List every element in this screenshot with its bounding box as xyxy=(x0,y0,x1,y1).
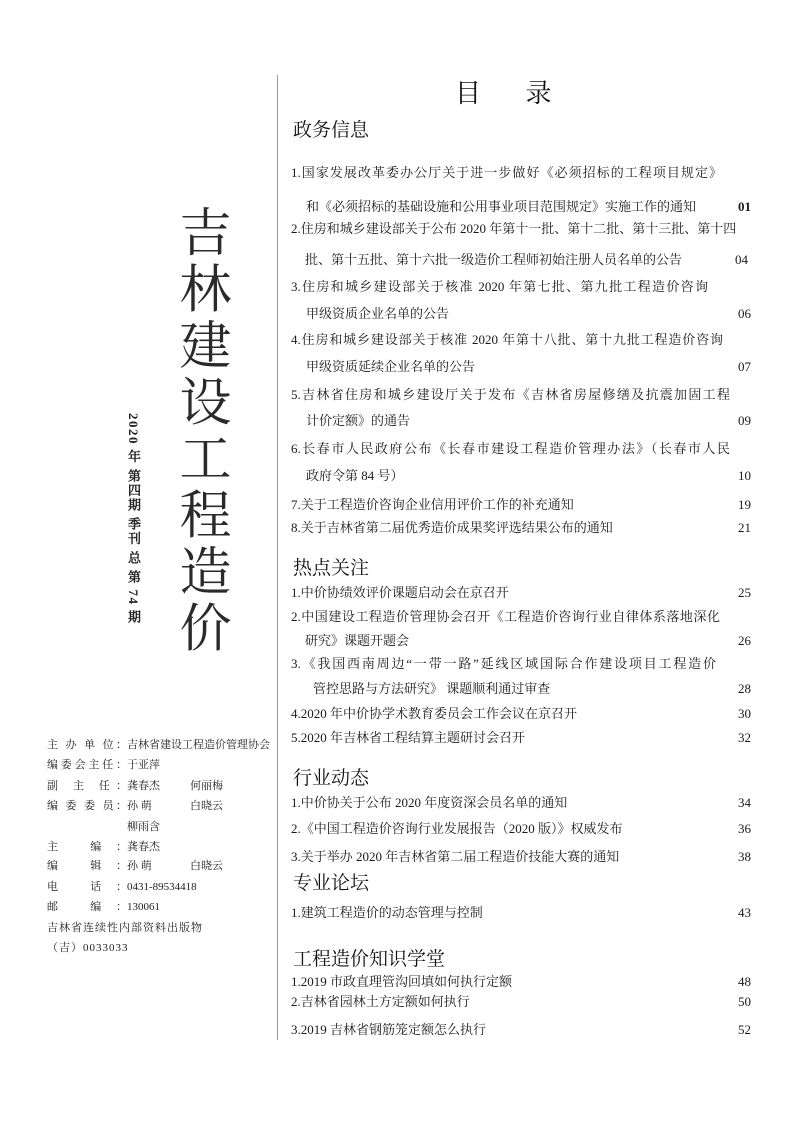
masthead-value: 龚春杰 xyxy=(127,841,160,853)
toc-entry-line: 和《必须招标的基础设施和公用事业项目范围规定》实施工作的通知 xyxy=(306,199,697,214)
toc-entry-line: 批、第十五批、第十六批一级造价工程师初始注册人员名单的公告 xyxy=(305,252,683,267)
masthead-label: 主 编： xyxy=(47,841,127,853)
toc-entry-line: 1.国家发展改革委办公厅关于进一步做好《必须招标的工程项目规定》 xyxy=(291,165,722,180)
toc-entry-line: 3.住房和城乡建设部关于核准 2020 年第七批、第九批工程造价咨询 xyxy=(291,279,708,294)
toc-section-heading: 专业论坛 xyxy=(293,873,370,894)
masthead-publication-note: 吉林省连续性内部资料出版物 xyxy=(47,922,203,934)
toc-entry-line: 甲级资质延续企业名单的公告 xyxy=(306,359,476,374)
masthead-registration-number: （吉）0033033 xyxy=(47,942,129,954)
masthead-label: 编 辑： xyxy=(47,860,127,872)
masthead-value: 白晓云 xyxy=(190,860,223,872)
masthead-row-editors xyxy=(47,859,272,873)
toc-entry-line: 4.2020 年中价协学术教育委员会工作会议在京召开 xyxy=(291,706,578,721)
toc-entry-line: 7.关于工程造价咨询企业信用评价工作的补充通知 xyxy=(291,497,574,512)
masthead-row-chief-editor xyxy=(47,840,272,854)
toc-entry-line: 甲级资质企业名单的公告 xyxy=(306,306,450,321)
toc-page-number: 28 xyxy=(738,681,751,696)
toc-page-number: 30 xyxy=(738,706,751,721)
toc-page-number: 36 xyxy=(738,821,751,836)
toc-section-heading: 政务信息 xyxy=(293,120,370,141)
masthead-value: 柳雨含 xyxy=(127,821,160,833)
toc-page-number: 06 xyxy=(738,306,751,321)
masthead-value: 孙 萌 xyxy=(127,800,152,812)
toc-entry-line: 1.建筑工程造价的动态管理与控制 xyxy=(291,905,483,920)
toc-page-number: 10 xyxy=(738,468,751,483)
toc-entry-line: 3.《我国西南周边“一带一路”延线区域国际合作建设项目工程造价 xyxy=(291,656,716,671)
toc-entry-line: 3.关于举办 2020 年吉林省第二届工程造价技能大赛的通知 xyxy=(291,849,620,864)
magazine-title: 吉林建设工程造价 xyxy=(171,205,228,657)
masthead-value: 孙 萌 xyxy=(127,860,152,872)
toc-page-number: 01 xyxy=(738,199,751,214)
toc-page-number: 21 xyxy=(738,520,751,535)
masthead-value: 何丽梅 xyxy=(190,780,223,792)
toc-page-number: 04 xyxy=(735,252,748,267)
masthead-value: 0431-89534418 xyxy=(127,881,197,893)
masthead-row-committee-director xyxy=(47,758,272,772)
toc-entry-line: 4.住房和城乡建设部关于核准 2020 年第十八批、第十九批工程造价咨询 xyxy=(291,332,723,347)
masthead-value: 130061 xyxy=(127,901,160,913)
masthead-label: 邮 编： xyxy=(47,901,127,913)
toc-page-number: 52 xyxy=(738,1022,751,1037)
toc-entry-line: 3.2019 吉林省钢筋笼定额怎么执行 xyxy=(291,1022,487,1037)
toc-section-heading: 热点关注 xyxy=(293,558,370,579)
toc-entry-line: 2.住房和城乡建设部关于公布 2020 年第十一批、第十二批、第十三批、第十四 xyxy=(291,221,737,236)
toc-entry-line: 管控思路与方法研究》 课题顺利通过审查 xyxy=(313,681,551,696)
masthead-value: 龚春杰 xyxy=(127,780,160,792)
masthead-label: 编委会主任： xyxy=(47,759,127,771)
toc-entry-line: 计价定额》的通告 xyxy=(306,413,411,428)
toc-page-number: 07 xyxy=(738,359,751,374)
masthead-value: 白晓云 xyxy=(190,800,223,812)
masthead-row-deputy-director xyxy=(47,779,272,793)
masthead-label: 编 委 委 员： xyxy=(47,800,127,812)
toc-entry-line: 5.2020 年吉林省工程结算主题研讨会召开 xyxy=(291,730,526,745)
masthead-label: 副 主 任： xyxy=(47,780,127,792)
toc-section-heading: 工程造价知识学堂 xyxy=(293,949,446,970)
toc-entry-line: 8.关于吉林省第二届优秀造价成果奖评选结果公布的通知 xyxy=(291,520,613,535)
masthead-value: 于亚萍 xyxy=(127,759,160,771)
toc-entry-line: 2.吉林省园林土方定额如何执行 xyxy=(291,994,470,1009)
toc-page-number: 34 xyxy=(738,795,751,810)
toc-page-number: 19 xyxy=(738,497,751,512)
toc-section-heading: 行业动态 xyxy=(293,768,370,789)
toc-page-number: 09 xyxy=(738,413,751,428)
toc-page-number: 48 xyxy=(738,974,751,989)
toc-entry-line: 1.2019 市政直理管沟回填如何执行定额 xyxy=(291,974,513,989)
toc-entry-line: 1.中价协绩效评价课题启动会在京召开 xyxy=(291,585,509,600)
issue-info: 2020 年 第四期 季刊 总 第 74 期 xyxy=(126,413,141,625)
masthead-row-postcode xyxy=(47,900,272,914)
toc-page-number: 26 xyxy=(738,633,751,648)
toc-entry-line: 1.中价协关于公布 2020 年度资深会员名单的通知 xyxy=(291,795,568,810)
masthead-row-committee-members-cont xyxy=(47,820,272,834)
masthead-label: 电 话： xyxy=(47,881,127,893)
masthead-row-committee-members xyxy=(47,799,272,813)
toc-page-number: 50 xyxy=(738,994,751,1009)
toc-entry-line: 2.《中国工程造价咨询行业发展报告（2020 版）》权威发布 xyxy=(291,821,623,836)
masthead-value: 吉林省建设工程造价管理协会 xyxy=(127,739,270,751)
masthead-row-phone xyxy=(47,880,272,894)
toc-page-number: 43 xyxy=(738,905,751,920)
toc-entry-line: 6.长春市人民政府公布《长春市建设工程造价管理办法》（长春市人民 xyxy=(291,441,730,456)
toc-entry-line: 研究》课题开题会 xyxy=(305,633,410,648)
toc-entry-line: 政府令第 84 号） xyxy=(306,468,404,483)
column-divider xyxy=(277,75,278,1040)
toc-page-number: 32 xyxy=(738,730,751,745)
toc-page-number: 38 xyxy=(738,849,751,864)
toc-page-number: 25 xyxy=(738,585,751,600)
masthead-label: 主 办 单 位： xyxy=(47,739,127,751)
toc-entry-line: 2.中国建设工程造价管理协会召开《工程造价咨询行业自律体系落地深化 xyxy=(291,609,720,624)
toc-title: 目 录 xyxy=(455,79,552,108)
masthead-row-sponsor xyxy=(47,738,272,752)
toc-entry-line: 5.吉林省住房和城乡建设厅关于发布《吉林省房屋修缮及抗震加固工程 xyxy=(291,387,730,402)
